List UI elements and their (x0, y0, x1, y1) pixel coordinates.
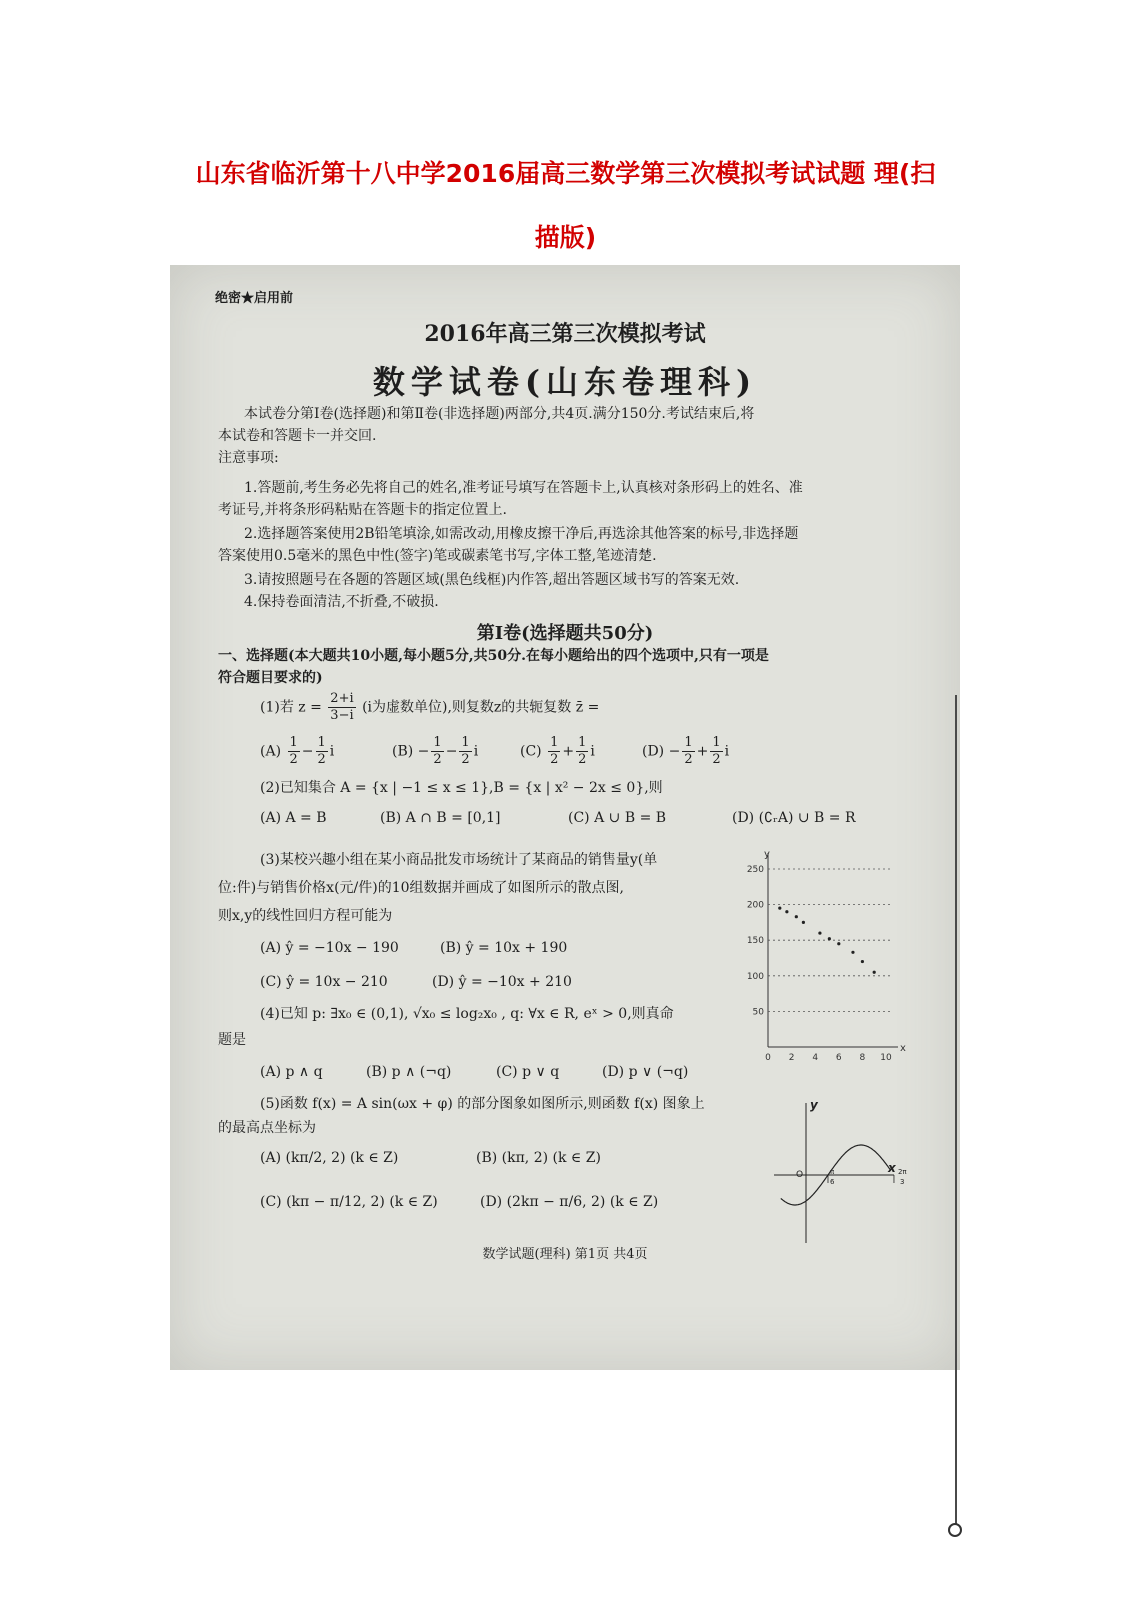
document-title (60, 142, 1071, 270)
q1-b-frac-1 (431, 735, 443, 768)
q1-fraction (328, 691, 355, 724)
tick-label-pi-den: 6 (829, 1178, 835, 1186)
q1-a-d2: 2 (317, 752, 326, 767)
q4-option-b: (B) p ∧ (¬q) (366, 1064, 452, 1080)
page-edge-line (955, 695, 957, 1525)
intro-line-1: 本试卷分第Ⅰ卷(选择题)和第Ⅱ卷(非选择题)两部分,共4页.满分150分.考试结束后,将 (244, 406, 755, 422)
question-2: (2)已知集合 A = {x | −1 ≤ x ≤ 1},B = {x | x² − 2x ≤ 0},则 (260, 780, 663, 796)
q1-c-d1: 2 (550, 752, 559, 767)
y-tick-label: 150 (746, 936, 764, 947)
note-1a: 1.答题前,考生务必先将自己的姓名,准考证号填写在答题卡上,认真核对条形码上的姓名、准 (244, 480, 803, 496)
note-2b: 答案使用0.5毫米的黑色中性(签字)笔或碳素笔书写,字体工整,笔迹清楚. (218, 548, 657, 564)
q2-option-a: (A) A = B (260, 810, 327, 826)
q1-suffix: (i为虚数单位),则复数z的共轭复数 z̄ = (362, 699, 600, 716)
q1-a-i: i (329, 743, 335, 760)
scatter-point (795, 915, 798, 918)
sine-x-label: x (888, 1161, 896, 1175)
q1-b-label: (B) (392, 743, 414, 760)
part1-heading: 第Ⅰ卷(选择题共50分) (476, 623, 654, 644)
scanned-exam-page (170, 265, 960, 1370)
q1-c-i: i (590, 743, 595, 760)
q1-b-n2: 1 (461, 735, 470, 750)
q1-d-n2: 1 (712, 735, 721, 750)
scatter-plot (730, 847, 906, 1077)
q1-a-label: (A) (260, 743, 282, 760)
note-3: 3.请按照题号在各题的答题区域(黑色线框)内作答,超出答题区域书写的答案无效. (244, 572, 740, 588)
q2-option-d: (D) (∁ᵣA) ∪ B = R (732, 810, 856, 826)
q1-c-mid: + (562, 743, 575, 760)
question-4-line-1: (4)已知 p: ∃x₀ ∈ (0,1), √x₀ ≤ log₂x₀ , q: ∀x ∈ R, eˣ > 0,则真命 (260, 1006, 674, 1022)
scatter-point (818, 931, 821, 934)
q1-a-frac-2 (316, 735, 328, 768)
q3-option-c: (C) ŷ = 10x − 210 (260, 974, 388, 990)
question-5-line-2: 的最高点坐标为 (218, 1120, 316, 1136)
q1-d-label: (D) (642, 743, 665, 760)
x-tick-label: 8 (859, 1053, 866, 1063)
q1-d-pre: − (668, 743, 681, 760)
q5-option-d: (D) (2kπ − π/6, 2) (k ∈ Z) (480, 1194, 659, 1210)
secret-mark: 绝密★启用前 (215, 291, 294, 306)
q4-option-c: (C) p ∨ q (496, 1064, 560, 1080)
q1-d-n1: 1 (684, 735, 693, 750)
y-axis-label: y (764, 849, 770, 860)
tick-label-2pi-den: 3 (899, 1178, 905, 1186)
question-4-line-2: 题是 (218, 1032, 246, 1048)
q1-b-d2: 2 (461, 752, 470, 767)
q1-c-n2: 1 (578, 735, 587, 750)
q1-a-d1: 2 (289, 752, 298, 767)
q1-a-mid: − (301, 743, 314, 760)
x-tick-label: 0 (765, 1053, 771, 1063)
question-3-line-1: (3)某校兴趣小组在某小商品批发市场统计了某商品的销售量y(单 (260, 852, 658, 868)
q1-c-n1: 1 (550, 735, 559, 750)
q1-a-n1: 1 (289, 735, 298, 750)
q1-b-n1: 1 (433, 735, 442, 750)
q1-c-label: (C) (520, 743, 542, 760)
y-tick-label: 100 (746, 971, 764, 982)
q1-option-c (520, 735, 595, 768)
q1-d-d2: 2 (712, 752, 721, 767)
section1-line-a: 一、选择题(本大题共10小题,每小题5分,共50分.在每小题给出的四个选项中,只有一项是 (218, 648, 769, 664)
q1-option-a (260, 735, 334, 768)
q4-option-a: (A) p ∧ q (260, 1064, 323, 1080)
question-5-line-1: (5)函数 f(x) = A sin(ωx + φ) 的部分图象如图所示,则函数 f(x) 图象上 (260, 1096, 705, 1112)
sine-y-label: y (810, 1098, 818, 1112)
scatter-point (851, 951, 854, 954)
q1-d-i: i (724, 743, 730, 760)
q1-c-frac-2 (576, 735, 588, 768)
q1-a-frac-1 (288, 735, 300, 768)
q5-option-c: (C) (kπ − π/12, 2) (k ∈ Z) (260, 1194, 438, 1210)
y-tick-label: 50 (752, 1007, 764, 1018)
q1-c-frac-1 (548, 735, 560, 768)
q4-option-d: (D) p ∨ (¬q) (602, 1064, 689, 1080)
q1-d-frac-2 (710, 735, 722, 768)
y-tick-label: 250 (746, 865, 764, 875)
document-title-line-1: 山东省临沂第十八中学2016届高三数学第三次模拟考试试题 理(扫 (195, 159, 936, 188)
binding-hole (948, 1523, 962, 1537)
x-tick-label: 10 (880, 1053, 892, 1063)
note-4: 4.保持卷面清洁,不折叠,不破损. (244, 594, 439, 610)
q3-option-b: (B) ŷ = 10x + 190 (440, 940, 568, 956)
document-title-line-2: 描版) (534, 223, 597, 252)
page-footer: 数学试题(理科) 第1页 共4页 (482, 1247, 648, 1262)
x-tick-label: 6 (835, 1053, 842, 1063)
tick-label-pi: π (829, 1168, 835, 1176)
section1-line-b: 符合题目要求的) (218, 670, 323, 686)
scatter-point (778, 907, 781, 910)
q1-b-i: i (473, 743, 479, 760)
scatter-point (861, 960, 864, 963)
question-1 (260, 691, 599, 724)
x-axis-label: x (900, 1043, 906, 1054)
question-3-line-3: 则x,y的线性回归方程可能为 (218, 908, 393, 924)
q5-option-b: (B) (kπ, 2) (k ∈ Z) (476, 1150, 601, 1166)
q1-b-pre: − (417, 743, 430, 760)
q1-d-d1: 2 (684, 752, 693, 767)
y-tick-label: 200 (746, 900, 764, 911)
scatter-point (873, 971, 876, 974)
note-2a: 2.选择题答案使用2B铅笔填涂,如需改动,用橡皮擦干净后,再选涂其他答案的标号,非选择题 (244, 526, 799, 542)
q3-option-d: (D) ŷ = −10x + 210 (432, 974, 572, 990)
question-3-line-2: 位:件)与销售价格x(元/件)的10组数据并画成了如图所示的散点图, (218, 880, 624, 896)
q1-prefix: (1)若 z = (260, 699, 322, 716)
notes-heading: 注意事项: (218, 450, 279, 466)
exam-title: 2016年高三第三次模拟考试 (424, 321, 706, 347)
q1-option-d (642, 735, 729, 768)
scatter-point (785, 910, 788, 913)
q1-b-frac-2 (459, 735, 471, 768)
note-1b: 考证号,并将条形码粘贴在答题卡的指定位置上. (218, 502, 507, 518)
q2-option-c: (C) A ∪ B = B (568, 810, 667, 826)
q5-option-a: (A) (kπ/2, 2) (k ∈ Z) (260, 1150, 399, 1166)
q1-d-mid: + (696, 743, 709, 760)
tick-label-2pi: 2π (897, 1168, 907, 1176)
q1-b-mid: − (445, 743, 458, 760)
sine-graph (770, 1097, 907, 1247)
subject-title: 数学试卷(山东卷理科) (372, 363, 758, 401)
intro-line-2: 本试卷和答题卡一并交回. (218, 428, 377, 444)
x-tick-label: 4 (812, 1053, 819, 1063)
q1-numerator: 2+i (330, 691, 354, 706)
q1-c-d2: 2 (578, 752, 587, 767)
q1-a-n2: 1 (317, 735, 326, 750)
x-tick-label: 2 (788, 1053, 795, 1063)
origin-label: O (796, 1170, 804, 1180)
q1-denominator: 3−i (330, 708, 354, 723)
q3-option-a: (A) ŷ = −10x − 190 (260, 940, 399, 956)
scatter-point (837, 942, 840, 945)
q2-option-b: (B) A ∩ B = [0,1] (380, 810, 501, 826)
scatter-point (802, 921, 805, 924)
q1-option-b (392, 735, 478, 768)
q1-d-frac-1 (682, 735, 694, 768)
scatter-point (828, 937, 831, 940)
q1-b-d1: 2 (433, 752, 442, 767)
